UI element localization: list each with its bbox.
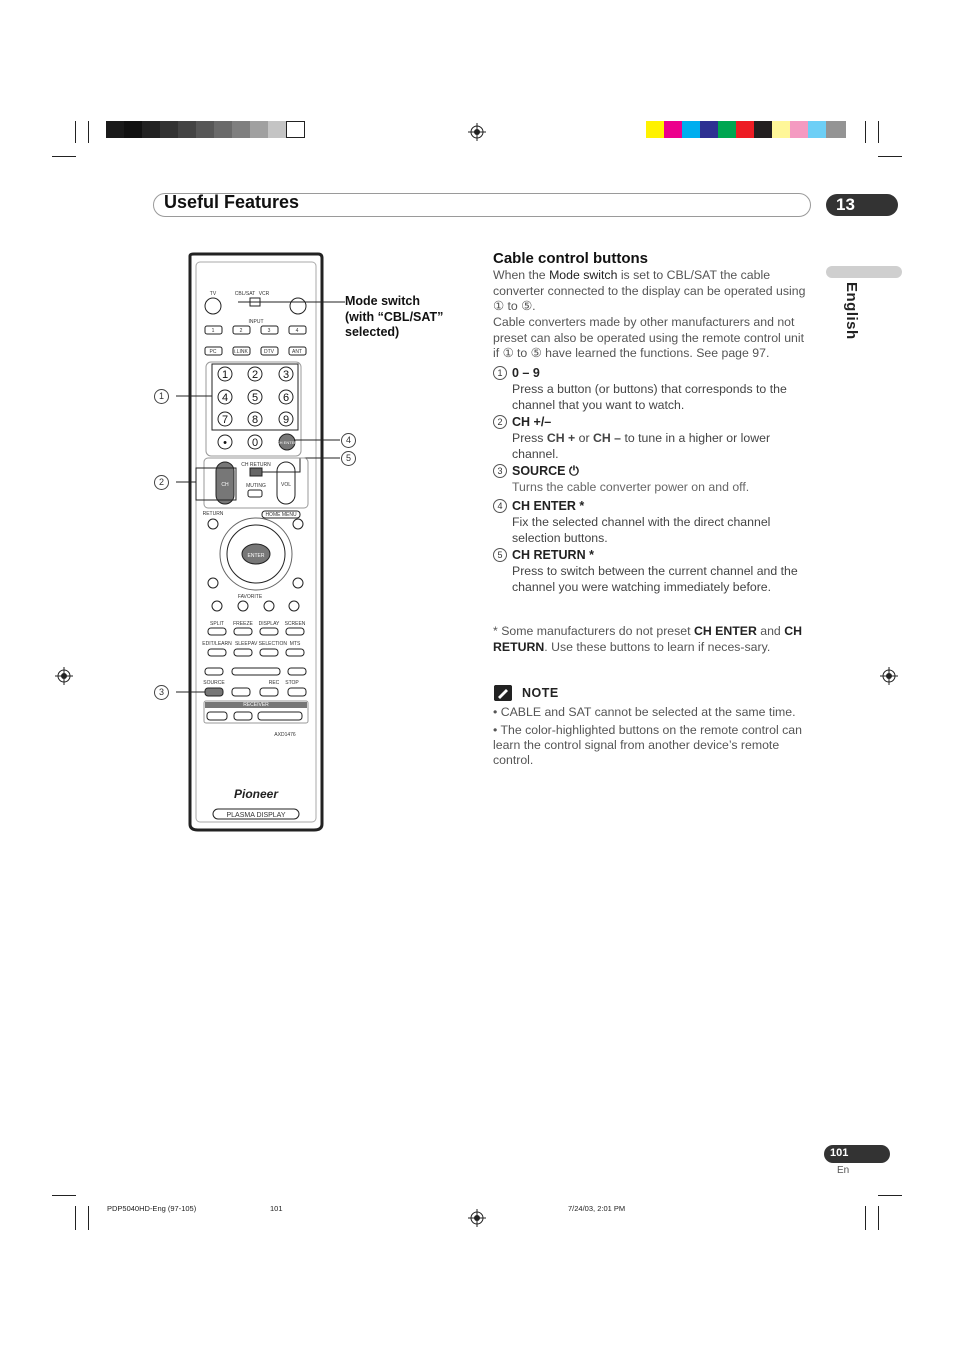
section-title: Cable control buttons bbox=[493, 250, 648, 267]
svg-text:PLASMA DISPLAY: PLASMA DISPLAY bbox=[226, 812, 286, 819]
note-title: NOTE bbox=[522, 686, 559, 700]
svg-text:5: 5 bbox=[251, 392, 259, 404]
svg-text:SPLIT: SPLIT bbox=[210, 621, 224, 627]
swatch bbox=[160, 121, 178, 138]
swatch bbox=[268, 121, 286, 138]
svg-text:DTV: DTV bbox=[264, 349, 274, 355]
svg-text:MUTING: MUTING bbox=[246, 483, 266, 489]
svg-text:7: 7 bbox=[221, 414, 229, 426]
svg-text:9: 9 bbox=[282, 414, 290, 426]
callout-2: 2 bbox=[154, 475, 169, 490]
svg-text:0: 0 bbox=[251, 437, 259, 449]
svg-text:DISPLAY: DISPLAY bbox=[258, 621, 280, 627]
swatch bbox=[754, 121, 772, 138]
callout-1: 1 bbox=[154, 389, 169, 404]
svg-text:3: 3 bbox=[267, 328, 271, 334]
swatch bbox=[700, 121, 718, 138]
chapter-badge: 13 bbox=[826, 194, 898, 216]
svg-text:3: 3 bbox=[282, 369, 290, 381]
svg-text:1: 1 bbox=[221, 369, 229, 381]
footer-file: PDP5040HD-Eng (97-105) bbox=[107, 1204, 197, 1213]
swatch bbox=[124, 121, 142, 138]
footnote: * Some manufacturers do not preset CH ENTER and CH RETURN. Use these buttons to learn if neces-sary. bbox=[493, 624, 802, 654]
page-number: 101 bbox=[824, 1145, 890, 1163]
callout-4: 4 bbox=[341, 433, 356, 448]
swatch bbox=[196, 121, 214, 138]
note-icon bbox=[494, 685, 512, 701]
swatch bbox=[736, 121, 754, 138]
svg-text:CBL/SAT: CBL/SAT bbox=[234, 291, 256, 297]
svg-text:VCR: VCR bbox=[258, 291, 270, 297]
svg-text:SLEEP: SLEEP bbox=[234, 641, 252, 647]
svg-text:INPUT: INPUT bbox=[248, 319, 264, 325]
swatch bbox=[286, 121, 305, 138]
swatch bbox=[718, 121, 736, 138]
registration-mark-icon bbox=[880, 667, 898, 685]
swatch bbox=[826, 121, 846, 138]
note-item: • CABLE and SAT cannot be selected at the same time. bbox=[493, 705, 796, 719]
language-label: English bbox=[843, 282, 860, 340]
svg-text:4: 4 bbox=[221, 392, 229, 404]
svg-text:FAVORITE: FAVORITE bbox=[237, 594, 263, 600]
svg-text:1: 1 bbox=[211, 328, 215, 334]
svg-text:AV SELECTION: AV SELECTION bbox=[250, 641, 288, 647]
svg-text:EDIT/LEARN: EDIT/LEARN bbox=[202, 641, 232, 647]
swatch bbox=[682, 121, 700, 138]
swatch bbox=[250, 121, 268, 138]
svg-text:CH: CH bbox=[221, 482, 229, 488]
footer-date: 7/24/03, 2:01 PM bbox=[568, 1204, 626, 1213]
page-language: En bbox=[837, 1165, 850, 1176]
svg-text:2: 2 bbox=[251, 369, 259, 381]
swatch bbox=[808, 121, 826, 138]
note-item: • The color-highlighted buttons on the remote control can learn the control signal from another device’s remote control. bbox=[493, 723, 802, 767]
svg-text:CH ENTER: CH ENTER bbox=[276, 440, 298, 445]
callout-5: 5 bbox=[341, 451, 356, 466]
svg-text:VOL: VOL bbox=[280, 482, 292, 488]
swatch bbox=[232, 121, 250, 138]
swatch bbox=[142, 121, 160, 138]
svg-text:6: 6 bbox=[282, 392, 290, 404]
registration-mark-icon bbox=[468, 1209, 486, 1227]
intro-paragraph: When the Mode switch is set to CBL/SAT the cable converter connected to the display can be operated using ① to ⑤. bbox=[493, 268, 806, 313]
swatch bbox=[790, 121, 808, 138]
swatch bbox=[664, 121, 682, 138]
svg-text:8: 8 bbox=[251, 414, 259, 426]
svg-text:STOP: STOP bbox=[285, 680, 299, 686]
svg-text:FREEZE: FREEZE bbox=[233, 621, 253, 627]
swatch bbox=[178, 121, 196, 138]
intro-paragraph-2: Cable converters made by other manufacturers and not preset can also be operated using the remote control unit if ① to ⑤ have learned the functions. See page 97. bbox=[493, 315, 805, 360]
svg-text:Pioneer: Pioneer bbox=[233, 787, 279, 801]
swatch bbox=[214, 121, 232, 138]
svg-text:4: 4 bbox=[295, 328, 299, 334]
svg-text:i.LINK: i.LINK bbox=[234, 349, 248, 355]
svg-text:SCREEN: SCREEN bbox=[284, 621, 306, 627]
swatch bbox=[772, 121, 790, 138]
registration-mark-icon bbox=[468, 123, 486, 141]
mode-switch-callout: Mode switch (with “CBL/SAT” selected) bbox=[345, 294, 444, 339]
svg-text:CH RETURN: CH RETURN bbox=[241, 462, 271, 468]
language-tab bbox=[826, 266, 902, 278]
registration-mark-icon bbox=[55, 667, 73, 685]
svg-text:HOME MENU: HOME MENU bbox=[265, 512, 297, 518]
footer-file-page: 101 bbox=[270, 1204, 283, 1213]
svg-text:ENTER: ENTER bbox=[247, 553, 265, 559]
svg-text:REC: REC bbox=[268, 680, 280, 686]
remote-control-illustration bbox=[150, 252, 350, 832]
swatch bbox=[646, 121, 664, 138]
svg-text:TV: TV bbox=[209, 291, 217, 297]
svg-text:ANT: ANT bbox=[292, 349, 302, 355]
svg-text:MTS: MTS bbox=[289, 641, 301, 647]
svg-text:PC: PC bbox=[209, 349, 217, 355]
page-title: Useful Features bbox=[164, 192, 300, 212]
svg-text:AXD1476: AXD1476 bbox=[274, 732, 296, 738]
callout-3: 3 bbox=[154, 685, 169, 700]
svg-text:RETURN: RETURN bbox=[202, 511, 224, 517]
svg-text:SOURCE: SOURCE bbox=[203, 680, 225, 686]
svg-text:RECEIVER: RECEIVER bbox=[243, 702, 269, 708]
swatch bbox=[106, 121, 124, 138]
svg-text:•: • bbox=[223, 437, 227, 449]
svg-text:2: 2 bbox=[239, 328, 243, 334]
